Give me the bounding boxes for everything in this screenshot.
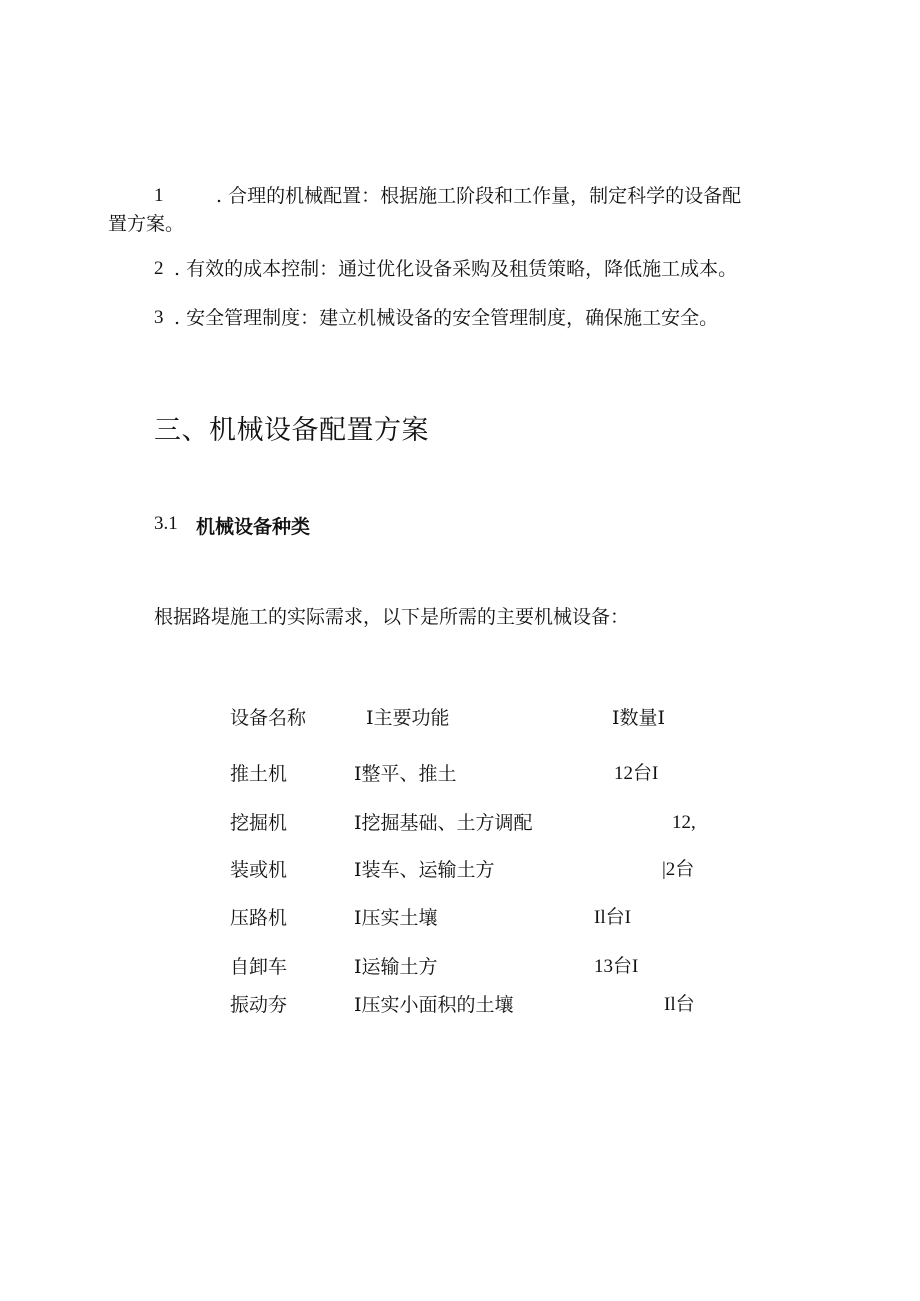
row-qty: Il台I	[594, 907, 631, 928]
row-name: 自卸车	[230, 956, 288, 978]
subsection-title: 机械设备种类	[196, 516, 311, 538]
row-function: I运输土方	[354, 956, 438, 978]
row-name: 推土机	[230, 763, 288, 785]
row-qty: 13台I	[594, 956, 639, 977]
row-function: I挖掘基础、土方调配	[354, 812, 533, 834]
row-qty: 12台I	[614, 763, 659, 784]
header-function: I主要功能	[366, 707, 450, 729]
list-item-2-text: . 有效的成本控制：通过优化设备采购及租赁策略，降低施工成本。	[174, 258, 738, 280]
row-function: I装车、运输土方	[354, 859, 495, 881]
row-name: 挖掘机	[230, 812, 288, 834]
subsection-number: 3.1	[154, 513, 178, 534]
row-qty: Il台	[664, 994, 695, 1015]
list-item-1-text-cont: 置方案。	[108, 213, 185, 235]
list-item-3-text: . 安全管理制度：建立机械设备的安全管理制度，确保施工安全。	[174, 307, 719, 329]
row-name: 振动夯	[230, 994, 288, 1016]
section-title: 三、机械设备配置方案	[154, 415, 429, 446]
row-name: 压路机	[230, 907, 288, 929]
row-function: I压实小面积的土壤	[354, 994, 514, 1016]
list-item-1-number: 1	[154, 185, 164, 206]
row-qty: 12,	[672, 812, 696, 833]
list-item-1-text: . 合理的机械配置：根据施工阶段和工作量，制定科学的设备配	[216, 185, 742, 207]
list-item-3-number: 3	[154, 307, 164, 328]
row-function: I压实土壤	[354, 907, 438, 929]
row-name: 装或机	[230, 859, 288, 881]
row-function: I整平、推土	[354, 763, 457, 785]
intro-paragraph: 根据路堤施工的实际需求，以下是所需的主要机械设备：	[154, 606, 630, 628]
header-qty: I数量I	[612, 707, 666, 729]
header-name: 设备名称	[230, 707, 307, 729]
row-qty: |2台	[662, 859, 695, 880]
list-item-2-number: 2	[154, 258, 164, 279]
